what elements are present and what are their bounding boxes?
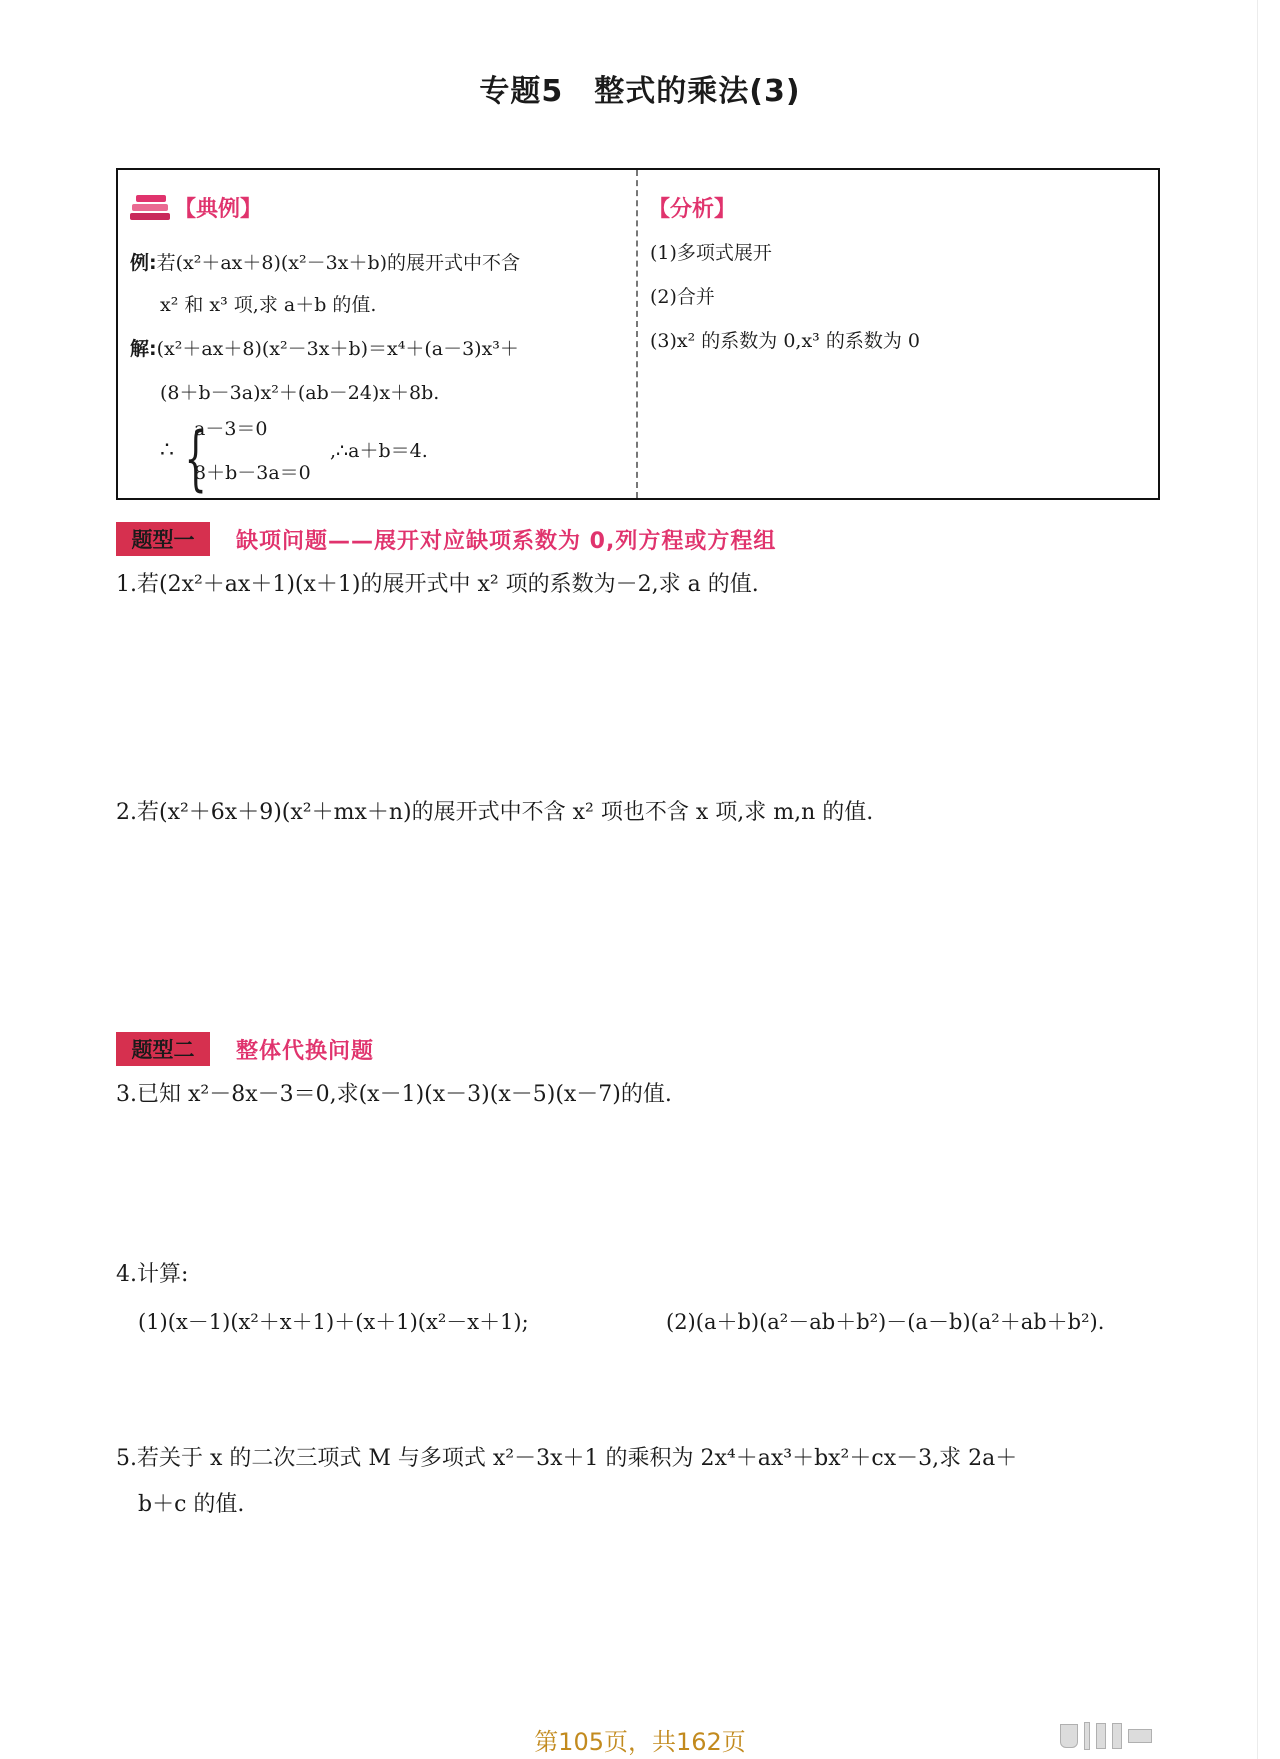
books-icon (130, 193, 170, 223)
viewer-toolbar (1060, 1722, 1152, 1750)
analysis-item-1: (1)多项式展开 (650, 242, 772, 264)
page-indicator: 第105页，共162页 (534, 1728, 746, 1756)
example-heading: 【典例】 (174, 197, 263, 222)
question-3: 3.已知 x²－8x－3＝0,求(x－1)(x－3)(x－5)(x－7)的值. (116, 1082, 672, 1107)
question-2: 2.若(x²＋6x＋9)(x²＋mx＋n)的展开式中不含 x² 项也不含 x 项,求 m,n 的值. (116, 800, 874, 825)
system-equation-1: a－3＝0 (194, 418, 268, 440)
page-edge-line (1257, 0, 1258, 1759)
analysis-item-2: (2)合并 (650, 286, 715, 308)
analysis-heading-row (648, 192, 736, 223)
example-conclusion: ,∴a＋b＝4. (330, 440, 428, 462)
example-box (116, 168, 1160, 500)
example-question-line2: x² 和 x³ 项,求 a＋b 的值. (160, 294, 377, 316)
question-4-part-1: (1)(x－1)(x²＋x＋1)＋(x＋1)(x²－x＋1); (138, 1310, 529, 1334)
example-question-text: 若(x²＋ax＋8)(x²－3x＋b)的展开式中不含 (156, 252, 521, 274)
question-5-line1: 5.若关于 x 的二次三项式 M 与多项式 x²－3x＋1 的乘积为 2x⁴＋ax³＋bx²＋cx－3,求 2a＋ (116, 1446, 1018, 1471)
type1-banner (116, 522, 776, 556)
question-4-part-2: (2)(a＋b)(a²－ab＋b²)－(a－b)(a²＋ab＋b²). (666, 1310, 1105, 1334)
analysis-heading: 【分析】 (648, 197, 737, 222)
type2-tag: 题型二 (116, 1032, 210, 1066)
therefore-symbol: ∴ (160, 438, 174, 463)
example-solution-line2: (8＋b－3a)x²＋(ab－24)x＋8b. (160, 382, 440, 404)
system-equation-2: 8＋b－3a＝0 (194, 462, 311, 484)
scroll-handle-icon-2[interactable] (1112, 1723, 1122, 1749)
example-heading-row (130, 192, 262, 223)
type2-description: 整体代换问题 (236, 1038, 375, 1064)
question-4-label: 4.计算: (116, 1262, 189, 1287)
example-panel (118, 170, 636, 498)
type2-banner (116, 1032, 374, 1066)
solution-label: 解: (130, 338, 157, 360)
page-strip-icon[interactable] (1128, 1729, 1152, 1743)
question-5-line2: b＋c 的值. (138, 1492, 245, 1517)
scroll-handle-icon[interactable] (1096, 1723, 1106, 1749)
fit-page-icon[interactable] (1060, 1724, 1078, 1748)
analysis-item-3: (3)x² 的系数为 0,x³ 的系数为 0 (650, 330, 920, 352)
example-question-line1 (130, 254, 520, 273)
divider-icon (1084, 1722, 1090, 1750)
solution-text: (x²＋ax＋8)(x²－3x＋b)＝x⁴＋(a－3)x³＋ (156, 338, 519, 360)
analysis-panel (638, 170, 1158, 498)
example-solution-line1 (130, 340, 519, 359)
page-title: 专题5 整式的乘法(3) (479, 74, 801, 109)
example-label: 例: (130, 252, 157, 274)
question-1: 1.若(2x²＋ax＋1)(x＋1)的展开式中 x² 项的系数为－2,求 a 的值. (116, 572, 759, 597)
type1-description: 缺项问题——展开对应缺项系数为 0,列方程或方程组 (236, 528, 777, 554)
type1-tag: 题型一 (116, 522, 210, 556)
system-brace: { (184, 417, 207, 499)
